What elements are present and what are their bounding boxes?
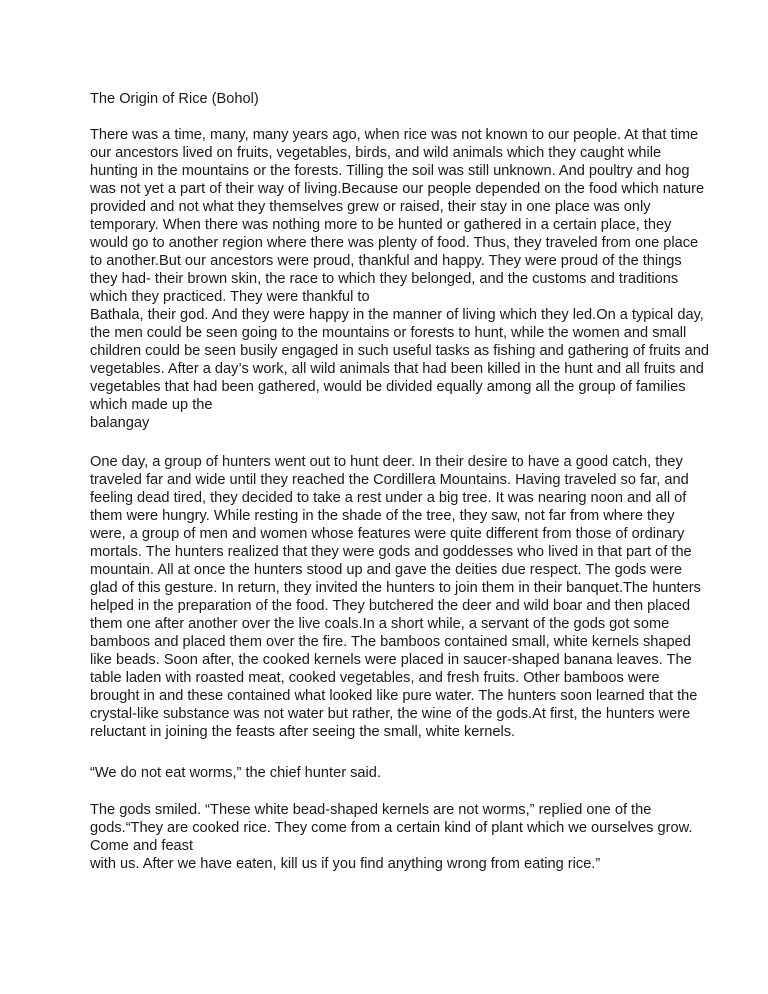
text-line: glad of this gesture. In return, they invited the hunters to join them in their banquet.The hunters	[90, 580, 701, 596]
document-title: The Origin of Rice (Bohol)	[90, 91, 259, 107]
text-line: the men could be seen going to the mountains or forests to hunt, while the women and small	[90, 325, 687, 341]
text-line: them one after another over the live coals.In a short while, a servant of the gods got some	[90, 616, 670, 632]
text-line: they had- their brown skin, the race to which they belonged, and the customs and traditions	[90, 271, 679, 287]
text-line: Bathala, their god. And they were happy in the manner of living which they led.On a typical day,	[90, 307, 704, 323]
text-line: which they practiced. They were thankful to	[90, 289, 370, 305]
text-line: balangay	[90, 415, 150, 431]
text-line: table laden with roasted meat, cooked vegetables, and fresh fruits. Other bamboos were	[90, 670, 660, 686]
text-line: brought in and these contained what looked like pure water. The hunters soon learned that the	[90, 688, 698, 704]
text-line: which made up the	[90, 397, 213, 413]
text-line: were, a group of men and women whose features were quite different from those of ordinary	[90, 526, 685, 542]
text-line: provided and not what they themselves grew or raised, their stay in one place was only	[90, 199, 651, 215]
text-line: them were hungry. While resting in the shade of the tree, they saw, not far from where they	[90, 508, 675, 524]
text-line: traveled far and wide until they reached the Cordillera Mountains. Having traveled so far, and	[90, 472, 689, 488]
text-line: bamboos and placed them over the fire. The bamboos contained small, white kernels shaped	[90, 634, 691, 650]
text-line: mountain. All at once the hunters stood up and gave the deities due respect. The gods were	[90, 562, 682, 578]
text-line: was not yet a part of their way of living.Because our people depended on the food which nature	[90, 181, 705, 197]
text-line: children could be seen busily engaged in such useful tasks as fishing and gathering of fruits and	[90, 343, 710, 359]
text-line: temporary. When there was nothing more to be hunted or gathered in a certain place, they	[90, 217, 672, 233]
text-line: mortals. The hunters realized that they were gods and goddesses who lived in that part of the	[90, 544, 692, 560]
text-line: with us. After we have eaten, kill us if you find anything wrong from eating rice.”	[90, 856, 601, 872]
text-line: One day, a group of hunters went out to hunt deer. In their desire to have a good catch, they	[90, 454, 683, 470]
text-line: our ancestors lived on fruits, vegetables, birds, and wild animals which they caught while	[90, 145, 662, 161]
text-line: vegetables. After a day’s work, all wild animals that had been killed in the hunt and all fruits and	[90, 361, 704, 377]
text-line: “We do not eat worms,” the chief hunter said.	[90, 765, 381, 781]
text-line: reluctant in joining the feasts after seeing the small, white kernels.	[90, 724, 516, 740]
text-line: to another.But our ancestors were proud, thankful and happy. They were proud of the things	[90, 253, 682, 269]
text-line: The gods smiled. “These white bead-shaped kernels are not worms,” replied one of the	[90, 802, 652, 818]
text-line: feeling dead tired, they decided to take a rest under a big tree. It was nearing noon and all of	[90, 490, 687, 506]
text-line: hunting in the mountains or the forests. Tilling the soil was still unknown. And poultry and hog	[90, 163, 690, 179]
text-line: would go to another region where there was plenty of food. Thus, they traveled from one place	[90, 235, 699, 251]
text-line: vegetables that had been gathered, would be divided equally among all the group of families	[90, 379, 686, 395]
text-line: There was a time, many, many years ago, when rice was not known to our people. At that time	[90, 127, 699, 143]
text-line: gods.“They are cooked rice. They come from a certain kind of plant which we ourselves grow.	[90, 820, 693, 836]
text-line: like beads. Soon after, the cooked kernels were placed in saucer-shaped banana leaves. The	[90, 652, 692, 668]
text-line: helped in the preparation of the food. They butchered the deer and wild boar and then placed	[90, 598, 691, 614]
text-line: crystal-like substance was not water but rather, the wine of the gods.At first, the hunters were	[90, 706, 691, 722]
text-line: Come and feast	[90, 838, 194, 854]
